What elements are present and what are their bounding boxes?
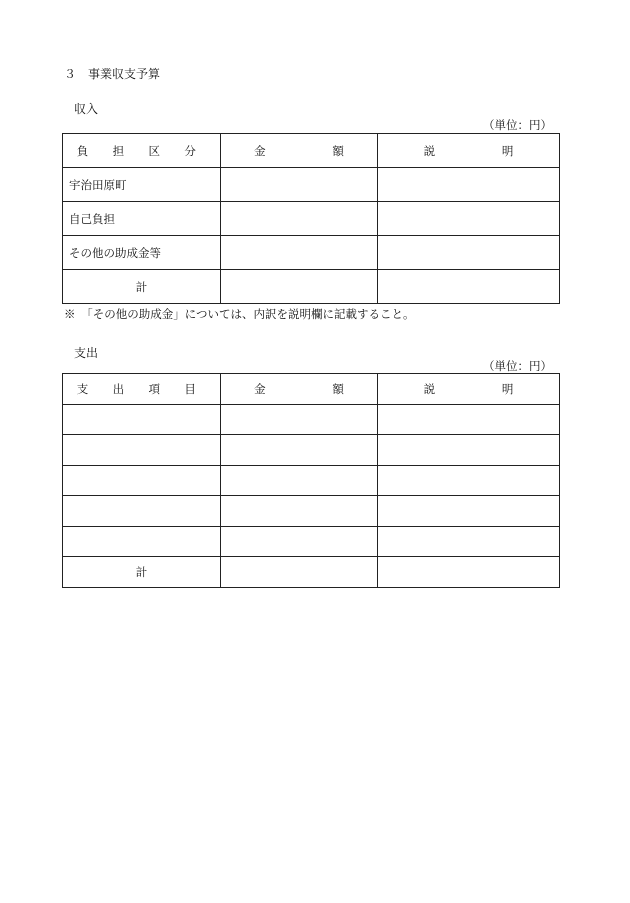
- header-description: 説 明: [378, 134, 560, 168]
- income-table: [62, 133, 560, 304]
- description-cell[interactable]: [378, 465, 560, 496]
- total-description-cell[interactable]: [378, 557, 560, 588]
- amount-cell[interactable]: [221, 202, 378, 236]
- table-row: [63, 404, 560, 435]
- description-cell[interactable]: [378, 168, 560, 202]
- item-cell[interactable]: [63, 526, 221, 557]
- item-cell[interactable]: [63, 404, 221, 435]
- total-amount-cell[interactable]: [221, 270, 378, 304]
- item-cell[interactable]: [63, 465, 221, 496]
- amount-cell[interactable]: [221, 168, 378, 202]
- total-row: [63, 270, 560, 304]
- row-label: その他の助成金等: [63, 236, 221, 270]
- description-cell[interactable]: [378, 526, 560, 557]
- total-amount-cell[interactable]: [221, 557, 378, 588]
- header-item: 支 出 項 目: [63, 374, 221, 405]
- header-category: 負 担 区 分: [63, 134, 221, 168]
- section-title: ３ 事業収支予算: [64, 67, 161, 81]
- table-row: [63, 435, 560, 466]
- header-amount: 金 額: [221, 134, 378, 168]
- item-cell[interactable]: [63, 435, 221, 466]
- total-label: 計: [63, 557, 221, 588]
- table-row: [63, 465, 560, 496]
- amount-cell[interactable]: [221, 465, 378, 496]
- description-cell[interactable]: [378, 404, 560, 435]
- expense-heading: 支出: [74, 346, 99, 360]
- total-label: 計: [63, 270, 221, 304]
- description-cell[interactable]: [378, 496, 560, 527]
- description-cell[interactable]: [378, 236, 560, 270]
- amount-cell[interactable]: [221, 236, 378, 270]
- total-row: [63, 557, 560, 588]
- expense-unit-label: （単位：円）: [483, 359, 552, 373]
- income-unit-label: （単位：円）: [483, 118, 552, 132]
- description-cell[interactable]: [378, 435, 560, 466]
- amount-cell[interactable]: [221, 526, 378, 557]
- description-cell[interactable]: [378, 202, 560, 236]
- total-description-cell[interactable]: [378, 270, 560, 304]
- income-heading: 収入: [74, 102, 99, 116]
- row-label: 自己負担: [63, 202, 221, 236]
- amount-cell[interactable]: [221, 404, 378, 435]
- expense-table: [62, 373, 560, 588]
- income-note: ※ 「その他の助成金」については、内訳を説明欄に記載すること。: [64, 307, 415, 321]
- table-row: [63, 496, 560, 527]
- header-amount: 金 額: [221, 374, 378, 405]
- table-header-row: [63, 134, 560, 168]
- amount-cell[interactable]: [221, 435, 378, 466]
- table-row: [63, 526, 560, 557]
- table-header-row: [63, 374, 560, 405]
- item-cell[interactable]: [63, 496, 221, 527]
- table-row: [63, 202, 560, 236]
- table-row: [63, 168, 560, 202]
- table-row: [63, 236, 560, 270]
- row-label: 宇治田原町: [63, 168, 221, 202]
- amount-cell[interactable]: [221, 496, 378, 527]
- header-description: 説 明: [378, 374, 560, 405]
